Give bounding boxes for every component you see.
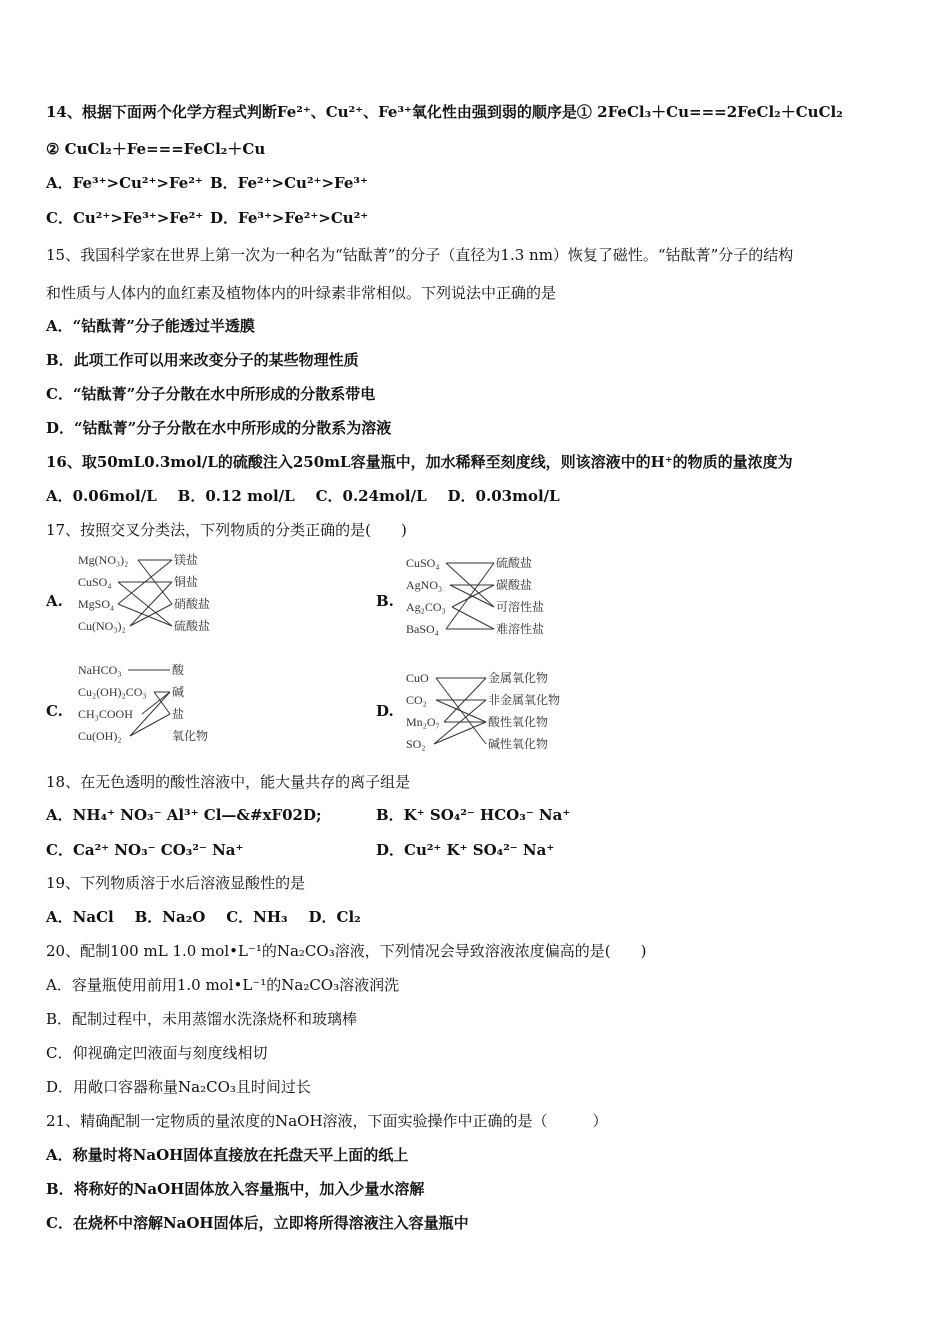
q21-option-b: B．将称好的NaOH固体放入容量瓶中，加入少量水溶解 bbox=[46, 1180, 425, 1198]
q19-options: A．NaCl B．Na₂O C．NH₃ D．Cl₂ bbox=[46, 908, 361, 926]
q18-stem: 18、在无色透明的酸性溶液中，能大量共存的离子组是 bbox=[46, 773, 411, 791]
q21-option-a: A．称量时将NaOH固体直接放在托盘天平上面的纸上 bbox=[46, 1146, 409, 1164]
diag-c-left-2: Cu₂(OH)₂CO₃ bbox=[78, 685, 147, 699]
q18-option-d: D．Cu²⁺ K⁺ SO₄²⁻ Na⁺ bbox=[376, 841, 555, 859]
diag-c-left-1: NaHCO₃ bbox=[78, 663, 122, 677]
q20-option-c: C．仰视确定凹液面与刻度线相切 bbox=[46, 1044, 268, 1062]
q21-stem: 21、精确配制一定物质的量浓度的NaOH溶液，下面实验操作中正确的是（ ） bbox=[46, 1112, 608, 1130]
diag-c-right-1: 酸 bbox=[172, 663, 185, 677]
q17-diagram-d bbox=[400, 668, 590, 760]
diag-c-right-3: 盐 bbox=[172, 707, 185, 721]
q17-label-d: D. bbox=[376, 702, 394, 720]
q17-diagram-b bbox=[400, 553, 580, 645]
q16-options: A．0.06mol/L B．0.12 mol/L C．0.24mol/L D．0.03mol/L bbox=[46, 487, 560, 505]
q19-stem: 19、下列物质溶于水后溶液显酸性的是 bbox=[46, 874, 306, 892]
q14-option-b: B．Fe²⁺>Cu²⁺>Fe³⁺ bbox=[210, 174, 368, 192]
q17-label-a: A. bbox=[46, 592, 63, 610]
diag-c-right-4: 氧化物 bbox=[172, 729, 209, 743]
q16-stem: 16、取50mL0.3mol/L的硫酸注入250mL容量瓶中，加水稀释至刻度线，则该溶液中的H⁺的物质的量浓度为 bbox=[46, 453, 793, 471]
diag-d-left-1: CuO bbox=[406, 671, 429, 685]
q17-label-c: C. bbox=[46, 702, 63, 720]
q17-diagram-a bbox=[70, 550, 250, 642]
q18-option-a: A．NH₄⁺ NO₃⁻ Al³⁺ Cl—&#xF02D; bbox=[46, 806, 322, 824]
q15-option-a: A．“钴酞菁”分子能透过半透膜 bbox=[46, 317, 255, 335]
diag-c-left-4: Cu(OH)₂ bbox=[78, 729, 122, 743]
diag-a-right-3: 硝酸盐 bbox=[174, 597, 211, 611]
q18-option-c: C．Ca²⁺ NO₃⁻ CO₃²⁻ Na⁺ bbox=[46, 841, 244, 859]
diag-d-left-2: CO₂ bbox=[406, 693, 427, 707]
diag-b-right-1: 硫酸盐 bbox=[496, 556, 533, 570]
diag-d-right-3: 酸性氧化物 bbox=[488, 715, 549, 729]
q14-option-a: A．Fe³⁺>Cu²⁺>Fe²⁺ bbox=[46, 174, 203, 192]
diag-c-left-3: CH₃COOH bbox=[78, 707, 133, 721]
q17-diagram-c bbox=[72, 660, 252, 752]
diag-d-right-2: 非金属氧化物 bbox=[488, 693, 561, 707]
diag-b-left-2: AgNO₃ bbox=[406, 578, 443, 592]
q15-stem-line1: 15、我国科学家在世界上第一次为一种名为“钴酞菁”的分子（直径为1.3 nm）恢复了磁性。“钴酞菁”分子的结构 bbox=[46, 246, 794, 264]
diag-b-left-3: Ag₂CO₃ bbox=[406, 600, 446, 614]
q21-option-c: C．在烧杯中溶解NaOH固体后，立即将所得溶液注入容量瓶中 bbox=[46, 1214, 469, 1232]
diag-b-left-1: CuSO₄ bbox=[406, 556, 440, 570]
q15-option-c: C．“钴酞菁”分子分散在水中所形成的分散系带电 bbox=[46, 385, 376, 403]
diag-c-right-2: 碱 bbox=[172, 685, 185, 699]
diag-b-right-2: 碳酸盐 bbox=[496, 578, 533, 592]
q20-stem: 20、配制100 mL 1.0 mol•L⁻¹的Na₂CO₃溶液，下列情况会导致溶液浓度偏高的是( ) bbox=[46, 942, 647, 960]
diag-b-right-4: 难溶性盐 bbox=[496, 622, 545, 636]
diag-a-left-4: Cu(NO₃)₂ bbox=[78, 619, 126, 633]
diag-d-right-4: 碱性氧化物 bbox=[488, 737, 549, 751]
q14-stem: 14、根据下面两个化学方程式判断Fe²⁺、Cu²⁺、Fe³⁺氧化性由强到弱的顺序是① 2FeCl₃＋Cu===2FeCl₂＋CuCl₂ bbox=[46, 103, 843, 121]
diag-a-left-3: MgSO₄ bbox=[78, 597, 115, 611]
q20-option-d: D．用敞口容器称量Na₂CO₃且时间过长 bbox=[46, 1078, 311, 1096]
q17-stem: 17、按照交叉分类法，下列物质的分类正确的是( ) bbox=[46, 521, 407, 539]
diag-b-right-3: 可溶性盐 bbox=[496, 600, 545, 614]
diag-a-right-2: 铜盐 bbox=[174, 575, 199, 589]
diag-d-left-3: Mn₂O₇ bbox=[406, 715, 440, 729]
q14-option-c: C．Cu²⁺>Fe³⁺>Fe²⁺ bbox=[46, 209, 204, 227]
q17-label-b: B. bbox=[376, 592, 394, 610]
q15-stem-line2: 和性质与人体内的血红素及植物体内的叶绿素非常相似。下列说法中正确的是 bbox=[46, 284, 557, 302]
diag-a-left-2: CuSO₄ bbox=[78, 575, 112, 589]
diag-d-right-1: 金属氧化物 bbox=[488, 671, 549, 685]
q14-option-d: D．Fe³⁺>Fe²⁺>Cu²⁺ bbox=[210, 209, 369, 227]
q20-option-a: A．容量瓶使用前用1.0 mol•L⁻¹的Na₂CO₃溶液润洗 bbox=[46, 976, 400, 994]
q15-option-d: D．“钴酞菁”分子分散在水中所形成的分散系为溶液 bbox=[46, 419, 392, 437]
diag-a-right-4: 硫酸盐 bbox=[174, 619, 211, 633]
q14-equation-2: ② CuCl₂＋Fe===FeCl₂＋Cu bbox=[46, 140, 266, 158]
diag-b-left-4: BaSO₄ bbox=[406, 622, 439, 636]
q15-option-b: B．此项工作可以用来改变分子的某些物理性质 bbox=[46, 351, 359, 369]
diag-a-right-1: 镁盐 bbox=[174, 553, 199, 567]
q18-option-b: B．K⁺ SO₄²⁻ HCO₃⁻ Na⁺ bbox=[376, 806, 571, 824]
q20-option-b: B．配制过程中，未用蒸馏水洗涤烧杯和玻璃棒 bbox=[46, 1010, 358, 1028]
diag-d-left-4: SO₂ bbox=[406, 737, 426, 751]
diag-a-left-1: Mg(NO₃)₂ bbox=[78, 553, 129, 567]
